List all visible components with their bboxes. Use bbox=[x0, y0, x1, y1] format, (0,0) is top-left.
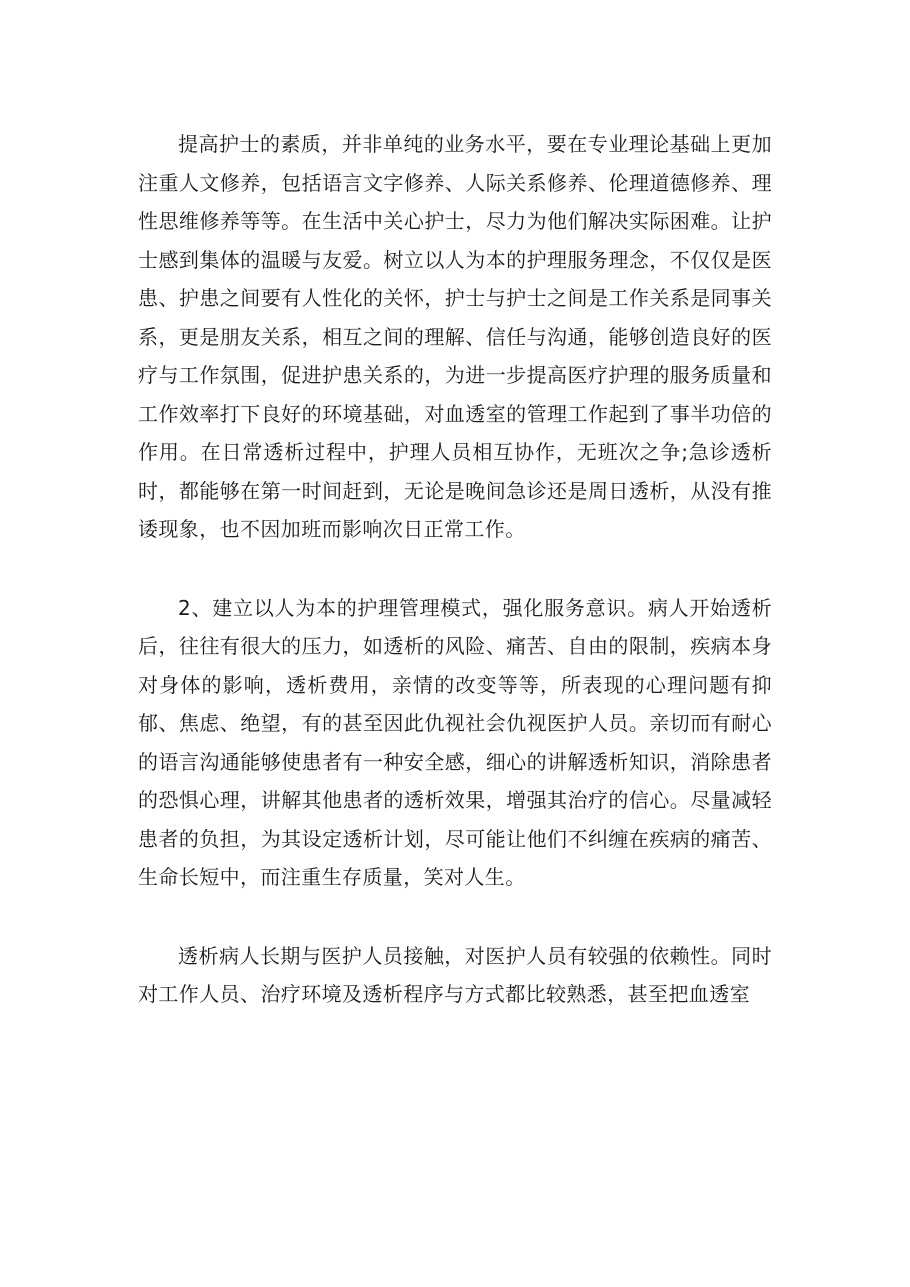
paragraph-patient-dependence: 透析病人长期与医护人员接触，对医护人员有较强的依赖性。同时对工作人员、治疗环境及透析程序与方式都比较熟悉，甚至把血透室 bbox=[138, 943, 772, 1006]
paragraph-care-management-model: 2、建立以人为本的护理管理模式，强化服务意识。病人开始透析后，往往有很大的压力，如透析的风险、痛苦、自由的限制，疾病本身对身体的影响，透析费用，亲情的改变等等，所表现的心理问题有抑郁、焦虑、绝望，有的甚至因此仇视社会仇视医护人员。亲切而有耐心的语言沟通能够使患者有一种安全感，细心的讲解透析知识，消除患者的恐惧心理，讲解其他患者的透析效果，增强其治疗的信心。尽量减轻患者的负担，为其设定透析计划，尽可能让他们不纠缠在疾病的痛苦、生命长短中，而注重生存质量，笑对人生。 bbox=[138, 595, 772, 889]
paragraph-nurse-quality: 提高护士的素质，并非单纯的业务水平，要在专业理论基础上更加注重人文修养，包括语言文字修养、人际关系修养、伦理道德修养、理性思维修养等等。在生活中关心护士，尽力为他们解决实际困难。让护士感到集体的温暖与友爱。树立以人为本的护理服务理念，不仅仅是医患、护患之间要有人性化的关怀，护士与护士之间是工作关系是同事关系，更是朋友关系，相互之间的理解、信任与沟通，能够创造良好的医疗与工作氛围，促进护患关系的，为进一步提高医疗护理的服务质量和工作效率打下良好的环境基础，对血透室的管理工作起到了事半功倍的作用。在日常透析过程中，护理人员相互协作，无班次之争;急诊透析时，都能够在第一时间赶到，无论是晚间急诊还是周日透析，从没有推诿现象，也不因加班而影响次日正常工作。 bbox=[138, 132, 772, 541]
